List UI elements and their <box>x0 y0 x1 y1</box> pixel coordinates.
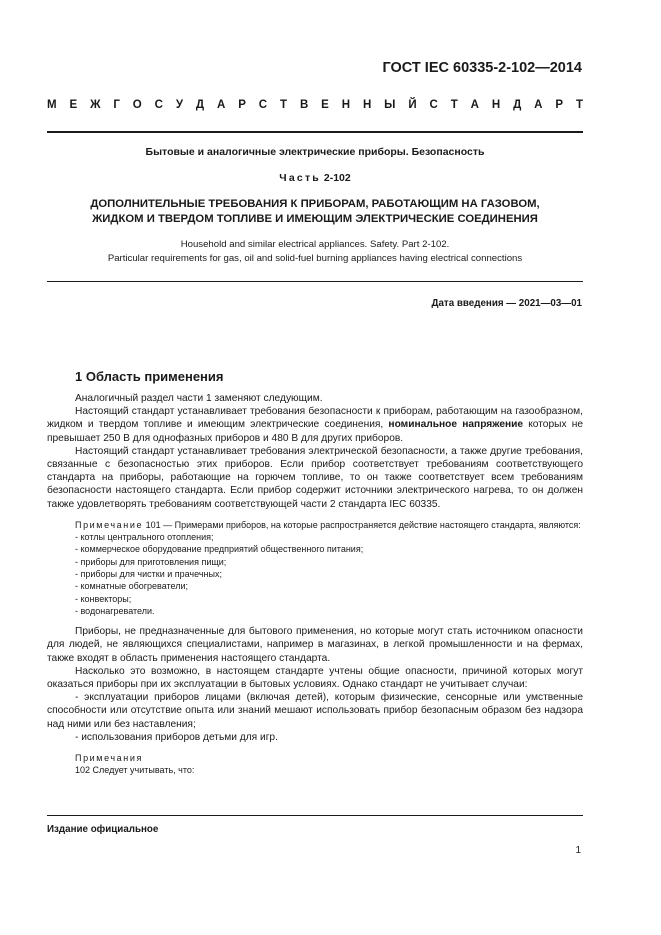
list-item: - комнатные обогреватели; <box>75 581 189 592</box>
note-101 <box>47 519 583 531</box>
defined-term: номинальное напряжение <box>388 419 524 431</box>
paragraph: Аналогичный раздел части 1 заменяют следующим. <box>75 393 323 404</box>
note-102: 102 Следует учитывать, что: <box>75 765 195 776</box>
appliance-list <box>47 531 583 617</box>
english-title-line-1: Household and similar electrical appliances. Safety. Part 2-102. <box>180 239 450 250</box>
list-item: - приборы для чистки и прачечных; <box>75 569 222 580</box>
main-title <box>47 197 583 227</box>
section-body <box>47 392 583 777</box>
paragraph <box>47 405 583 445</box>
footer-rule <box>47 815 583 816</box>
paragraph-text: Настоящий стандарт устанавливает требования безопасности к приборам, работающим на газообразном, жидком и твердом топливе и имеющим электрические соединения, <box>47 406 583 431</box>
document-subtitle: Бытовые и аналогичные электрические приборы. Безопасность <box>145 146 485 158</box>
english-title <box>47 238 583 266</box>
part-number: 2-102 <box>323 172 351 184</box>
page-number: 1 <box>575 845 581 856</box>
paragraph: Насколько это возможно, в настоящем стандарте учтены общие опасности, причиной которых могут оказаться приборы при их эксплуатации в бытовых условиях. Однако стандарт не учитывает случаи: <box>47 665 583 691</box>
list-item: - котлы центрального отопления; <box>75 532 214 543</box>
main-title-line-2: ЖИДКОМ И ТВЕРДОМ ТОПЛИВЕ И ИМЕЮЩИМ ЭЛЕКТРИЧЕСКИЕ СОЕДИНЕНИЯ <box>92 213 538 225</box>
list-item: - приборы для приготовления пищи; <box>75 556 227 567</box>
edition-label: Издание официальное <box>47 824 159 835</box>
title-rule <box>47 281 583 282</box>
list-item: - водонагреватели. <box>75 605 155 616</box>
notes-label: Примечания <box>75 753 143 764</box>
notes-block <box>47 752 583 777</box>
english-title-line-2: Particular requirements for gas, oil and solid-fuel burning appliances having electrical connections <box>107 253 523 264</box>
list-item: - коммерческое оборудование предприятий общественного питания; <box>75 544 364 555</box>
note-text <box>47 519 583 531</box>
header-rule <box>47 131 583 133</box>
paragraph: - использования приборов детьми для игр. <box>75 731 278 743</box>
document-code: ГОСТ IEC 60335-2-102—2014 <box>382 60 582 76</box>
list-item: - конвекторы; <box>75 593 132 604</box>
main-title-line-1: ДОПОЛНИТЕЛЬНЫЕ ТРЕБОВАНИЯ К ПРИБОРАМ, РАБОТАЮЩИМ НА ГАЗОВОМ, <box>90 198 540 210</box>
section-heading: 1 Область применения <box>75 369 224 384</box>
paragraph-text: которых не превышает 250 В для однофазных приборов и 480 В для других приборов. <box>47 419 583 444</box>
paragraph: - эксплуатации приборов лицами (включая детей), которым физические, сенсорные или умственные способности или отсутствие опыта или знаний мешают использовать прибор безопасным образом без надзора над ними или без наставления; <box>47 692 583 730</box>
paragraph: Приборы, не предназначенные для бытового применения, но которые могут стать источником опасности для людей, не являющихся специалистами, например в магазинах, в легкой промышленности и на фермах, также входят в область применения настоящего стандарта. <box>47 626 583 664</box>
part-word: Часть <box>279 172 321 184</box>
note-body: 101 — Примерами приборов, на которые распространяется действие настоящего стандарта, являются: <box>143 519 581 530</box>
introduction-date: Дата введения — 2021—03—01 <box>431 298 582 309</box>
part-label <box>47 172 583 184</box>
paragraph: Настоящий стандарт устанавливает требования электрической безопасности, а также другие требования, связанные с безопасностью этих приборов. Если прибор соответствует требованиям соответствующего стандарта на приборы, работающие на горючем топливе, то он также соответствует всем требованиям безопасности настоящего стандарта. Если прибор содержит источники электрического нагрева, то он должен также удовлетворять требованиям соответствующей части 2 стандарта IEC 60335. <box>47 445 583 510</box>
note-label: Примечание <box>75 519 144 530</box>
standard-kind-heading: М Е Ж Г О С У Д А Р С Т В Е Н Н Ы Й С Т А Н Д А Р Т <box>47 99 583 111</box>
